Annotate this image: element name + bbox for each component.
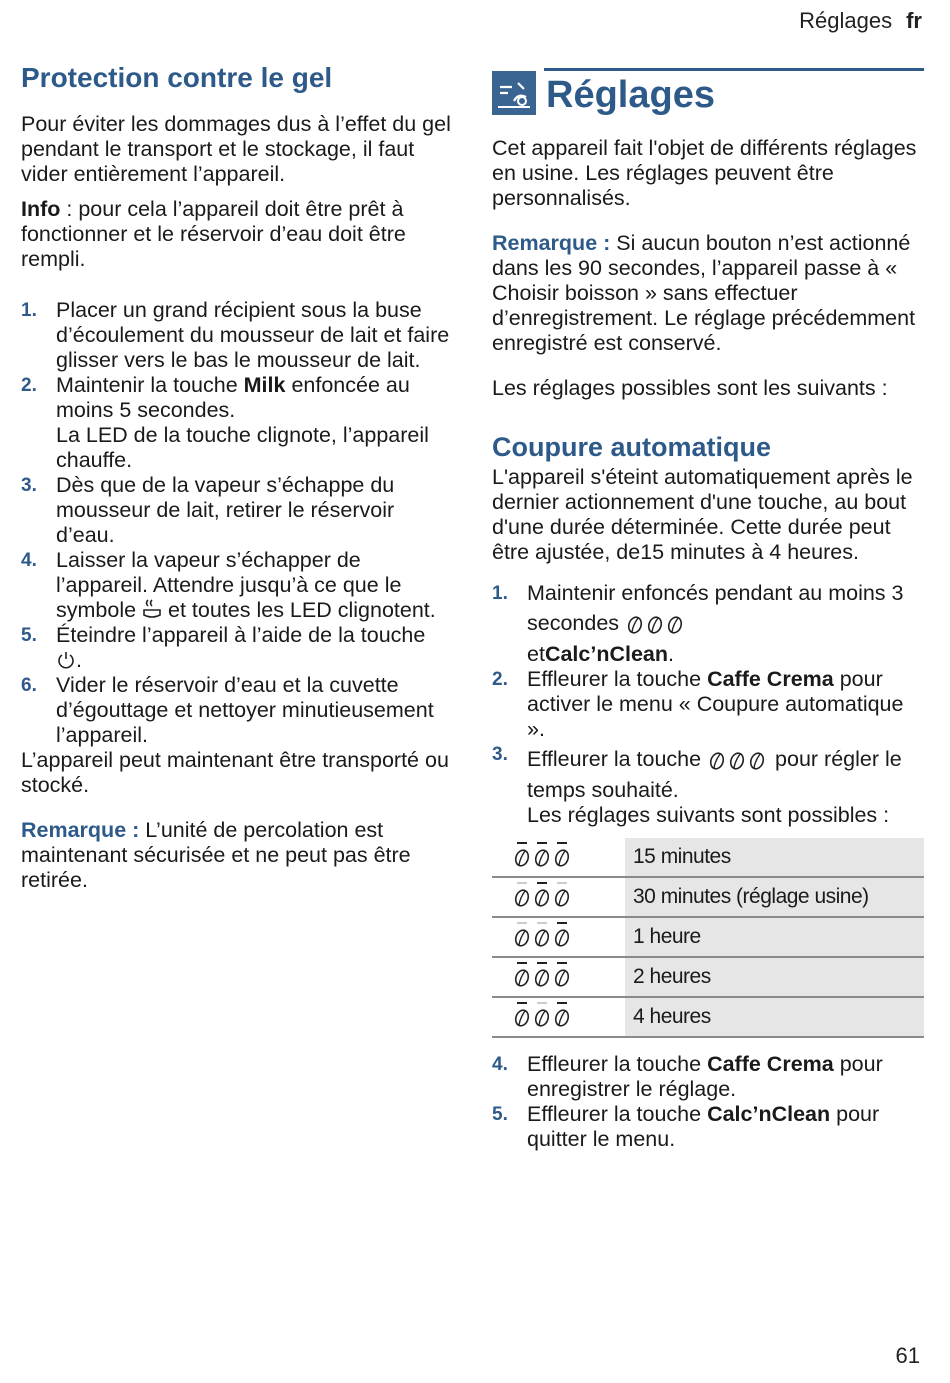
table-row xyxy=(492,877,924,917)
bean-icon xyxy=(492,917,625,957)
bean-icon xyxy=(492,838,625,877)
left-column xyxy=(21,60,451,903)
list-item: 1. Maintenir enfoncés pendant au moins 3 secondes etCalc’nClean. xyxy=(492,581,904,666)
list-item: 2. Effleurer la touche Caffe Crema pour activer le menu « Coupure automatique ». xyxy=(492,667,904,741)
list-item: 5. Effleurer la touche Calc’nClean pour quitter le menu. xyxy=(492,1102,880,1151)
frost-intro: Pour éviter les dommages dus à l’effet du gel pendant le transport et le stockage, il faut vider entièrement l’appareil. xyxy=(21,112,451,186)
list-item: 2. Maintenir la touche Milk enfoncée au moins 5 secondes. La LED de la touche clignote, l’appareil chauffe. xyxy=(21,373,429,472)
list-item: 1. Placer un grand récipient sous la buse d’écoulement du mousseur de lait et faire glisser vers le bas le mousseur de lait. xyxy=(21,298,450,372)
list-item: 6. Vider le réservoir d’eau et la cuvette d’égouttage et nettoyer minutieusement l’appareil. xyxy=(21,673,434,747)
bean-icon xyxy=(707,742,769,778)
settings-possible: Les réglages possibles sont les suivants : xyxy=(492,376,888,400)
table-row xyxy=(492,957,924,997)
duration-table xyxy=(492,838,924,1038)
settings-heading xyxy=(492,68,924,120)
list-item: 4. Laisser la vapeur s’échapper de l’appareil. Attendre jusqu’à ce que le symbole et toutes les LED clignotent. xyxy=(21,548,436,622)
bean-icon xyxy=(492,877,625,917)
auto-off-intro: L'appareil s'éteint automatiquement après le dernier actionnement d'une touche, au bout d'une durée déterminée. Cette durée peut être ajustée, de15 minutes à 4 heures. xyxy=(492,465,913,564)
section-title-auto-off: Coupure automatique xyxy=(492,432,772,462)
info-paragraph xyxy=(21,197,451,272)
steam-icon xyxy=(142,598,162,620)
header-lang: fr xyxy=(906,8,922,33)
note-label: Remarque : xyxy=(21,818,140,842)
duration-label: 4 heures xyxy=(625,997,924,1037)
duration-label: 2 heures xyxy=(625,957,924,997)
frost-outro: L’appareil peut maintenant être transporté ou stocké. xyxy=(21,748,449,797)
settings-intro: Cet appareil fait l'objet de différents réglages en usine. Les réglages peuvent être personnalisés. xyxy=(492,136,917,210)
table-row xyxy=(492,917,924,957)
page-title: Réglages xyxy=(546,74,715,116)
bean-icon xyxy=(625,606,687,642)
frost-note xyxy=(21,818,451,893)
duration-label: 15 minutes xyxy=(625,838,924,877)
power-icon xyxy=(56,650,76,670)
list-item: 5. Éteindre l’appareil à l’aide de la touche . xyxy=(21,623,426,672)
bean-icon xyxy=(492,957,625,997)
right-column xyxy=(492,68,924,1152)
auto-off-steps-2 xyxy=(492,1052,924,1152)
bean-icon xyxy=(492,997,625,1037)
duration-label: 1 heure xyxy=(625,917,924,957)
duration-label: 30 minutes (réglage usine) xyxy=(625,877,924,917)
auto-off-steps xyxy=(492,581,924,828)
info-text: : pour cela l’appareil doit être prêt à fonctionner et le réservoir d’eau doit être rempli. xyxy=(21,197,406,271)
table-row xyxy=(492,997,924,1037)
table-row xyxy=(492,838,924,877)
list-item: 3. Dès que de la vapeur s’échappe du mousseur de lait, retirer le réservoir d’eau. xyxy=(21,473,395,547)
list-item: 4. Effleurer la touche Caffe Crema pour enregistrer le réglage. xyxy=(492,1052,883,1101)
settings-note xyxy=(492,231,924,356)
settings-icon xyxy=(492,71,536,115)
info-label: Info xyxy=(21,197,61,221)
note-text: L’unité de percolation est maintenant sécurisée et ne peut pas être retirée. xyxy=(21,818,411,892)
list-item: 3. Effleurer la touche pour régler le temps souhaité. Les réglages suivants sont possibles : xyxy=(492,744,902,827)
header-section: Réglages xyxy=(799,8,893,33)
page-number: 61 xyxy=(895,1343,920,1368)
section-title-frost: Protection contre le gel xyxy=(21,62,333,93)
note-text: Si aucun bouton n’est actionné dans les 90 secondes, l’appareil passe à « Choisir boisson » sans effectuer d’enregistrement. Le réglage précédemment enregistré est conservé. xyxy=(492,231,916,355)
frost-steps xyxy=(21,298,451,748)
page-header xyxy=(799,8,922,34)
note-label: Remarque : xyxy=(492,231,611,255)
